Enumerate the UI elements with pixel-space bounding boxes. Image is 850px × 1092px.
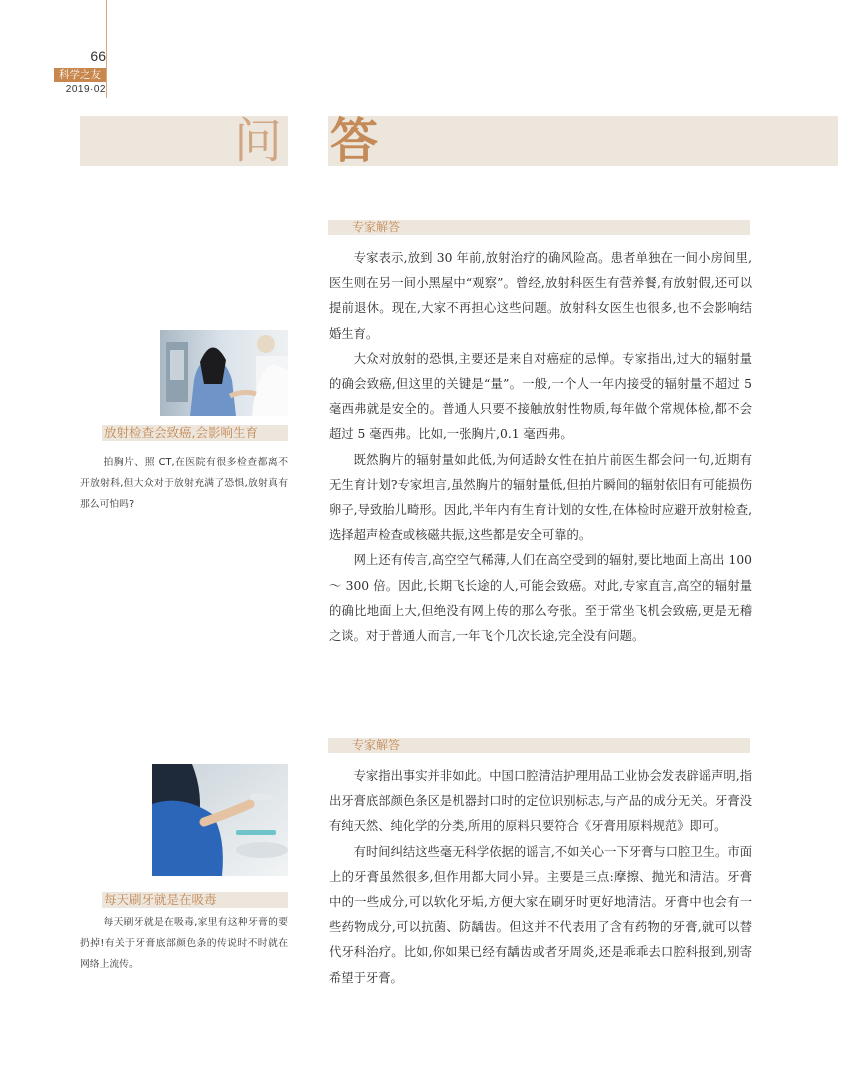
question-title-1	[102, 425, 288, 441]
expert-answer-label-bar-2	[328, 738, 750, 753]
child-brushing-teeth-photo	[152, 764, 288, 876]
page-number: 66	[90, 48, 106, 64]
question-title-text: 放射检查会致癌,会影响生育	[104, 425, 258, 440]
magazine-name-badge: 科学之友	[54, 68, 106, 82]
answer-heading-char: 答	[330, 113, 379, 169]
question-description-1	[80, 452, 288, 515]
answer-paragraph: 网上还有传言,高空空气稀薄,人们在高空受到的辐射,要比地面上高出 100 ～ 300 倍。因此,长期飞长途的人,可能会致癌。对此,专家直言,高空的辐射量的确比地面上大,但绝没有网上传的那么夸张。至于常坐飞机会致癌,更是无稽之谈。对于普通人而言,一年飞个几次长途,完全没有问题。	[329, 553, 752, 644]
answer-paragraph: 大众对放射的恐惧,主要还是来自对癌症的忌惮。专家指出,过大的辐射量的确会致癌,但这里的关键是“量”。一般,一个人一年内接受的辐射量不超过 5 毫西弗就是安全的。普通人只要不接触放射性物质,每年做个常规体检,都不会超过 5 毫西弗。比如,一张胸片,0.1 毫西弗。	[329, 351, 752, 442]
answer-paragraph: 专家表示,放到 30 年前,放射治疗的确风险高。患者单独在一间小房间里,医生则在另一间小黑屋中“观察”。曾经,放射科医生有营养餐,有放射假,还可以提前退休。现在,大家不再担心这些问题。放射科女医生也很多,也不会影响结婚生育。	[329, 251, 752, 341]
question-heading-char: 问	[234, 113, 283, 169]
answer-banner	[328, 113, 838, 169]
expert-answer-label: 专家解答	[352, 738, 401, 752]
expert-answer-label: 专家解答	[352, 220, 401, 234]
xray-exam-illustration	[160, 330, 288, 416]
answer-paragraph: 专家指出事实并非如此。中国口腔清洁护理用品工业协会发表辟谣声明,指出牙膏底部颜色条区是机器封口时的定位识别标志,与产品的成分无关。牙膏没有纯天然、纯化学的分类,所用的原料只要符合《牙膏用原料规范》即可。	[329, 769, 752, 834]
answer-body-1	[329, 246, 752, 649]
answer-paragraph: 有时间纠结这些毫无科学依据的谣言,不如关心一下牙膏与口腔卫生。市面上的牙膏虽然很多,但作用都大同小异。主要是三点:摩擦、抛光和清洁。牙膏中的一些成分,可以软化牙垢,方便大家在刷牙时更好地清洁。牙膏中也会有一些药物成分,可以抗菌、防龋齿。但这并不代表用了含有药物的牙膏,就可以替代牙科治疗。比如,你如果已经有龋齿或者牙周炎,还是乖乖去口腔科报到,别寄希望于牙膏。	[329, 844, 752, 985]
question-title-text: 每天刷牙就是在吸毒	[104, 892, 217, 907]
answer-paragraph: 既然胸片的辐射量如此低,为何适龄女性在拍片前医生都会问一句,近期有无生育计划?专家坦言,虽然胸片的辐射量低,但拍片瞬间的辐射依旧有可能损伤卵子,导致胎儿畸形。因此,半年内有生育计划的女性,在体检时应避开放射检查,选择超声检查或核磁共振,这些都是安全可靠的。	[329, 452, 752, 543]
question-text: 拍胸片、照 CT,在医院有很多检查都离不开放射科,但大众对于放射充满了恐惧,放射真有那么可怕吗?	[80, 457, 288, 510]
answer-body-2	[329, 764, 752, 991]
header-divider-line	[106, 0, 107, 98]
toothbrushing-illustration	[152, 764, 288, 876]
question-title-2	[102, 892, 288, 908]
question-description-2	[80, 912, 288, 975]
expert-answer-label-bar-1	[328, 220, 750, 235]
xray-exam-photo	[160, 330, 288, 416]
issue-date: 2019·02	[65, 84, 106, 95]
question-text: 每天刷牙就是在吸毒,家里有这种牙膏的要扔掉!有关于牙膏底部颜色条的传说时不时就在网络上流传。	[80, 917, 288, 970]
